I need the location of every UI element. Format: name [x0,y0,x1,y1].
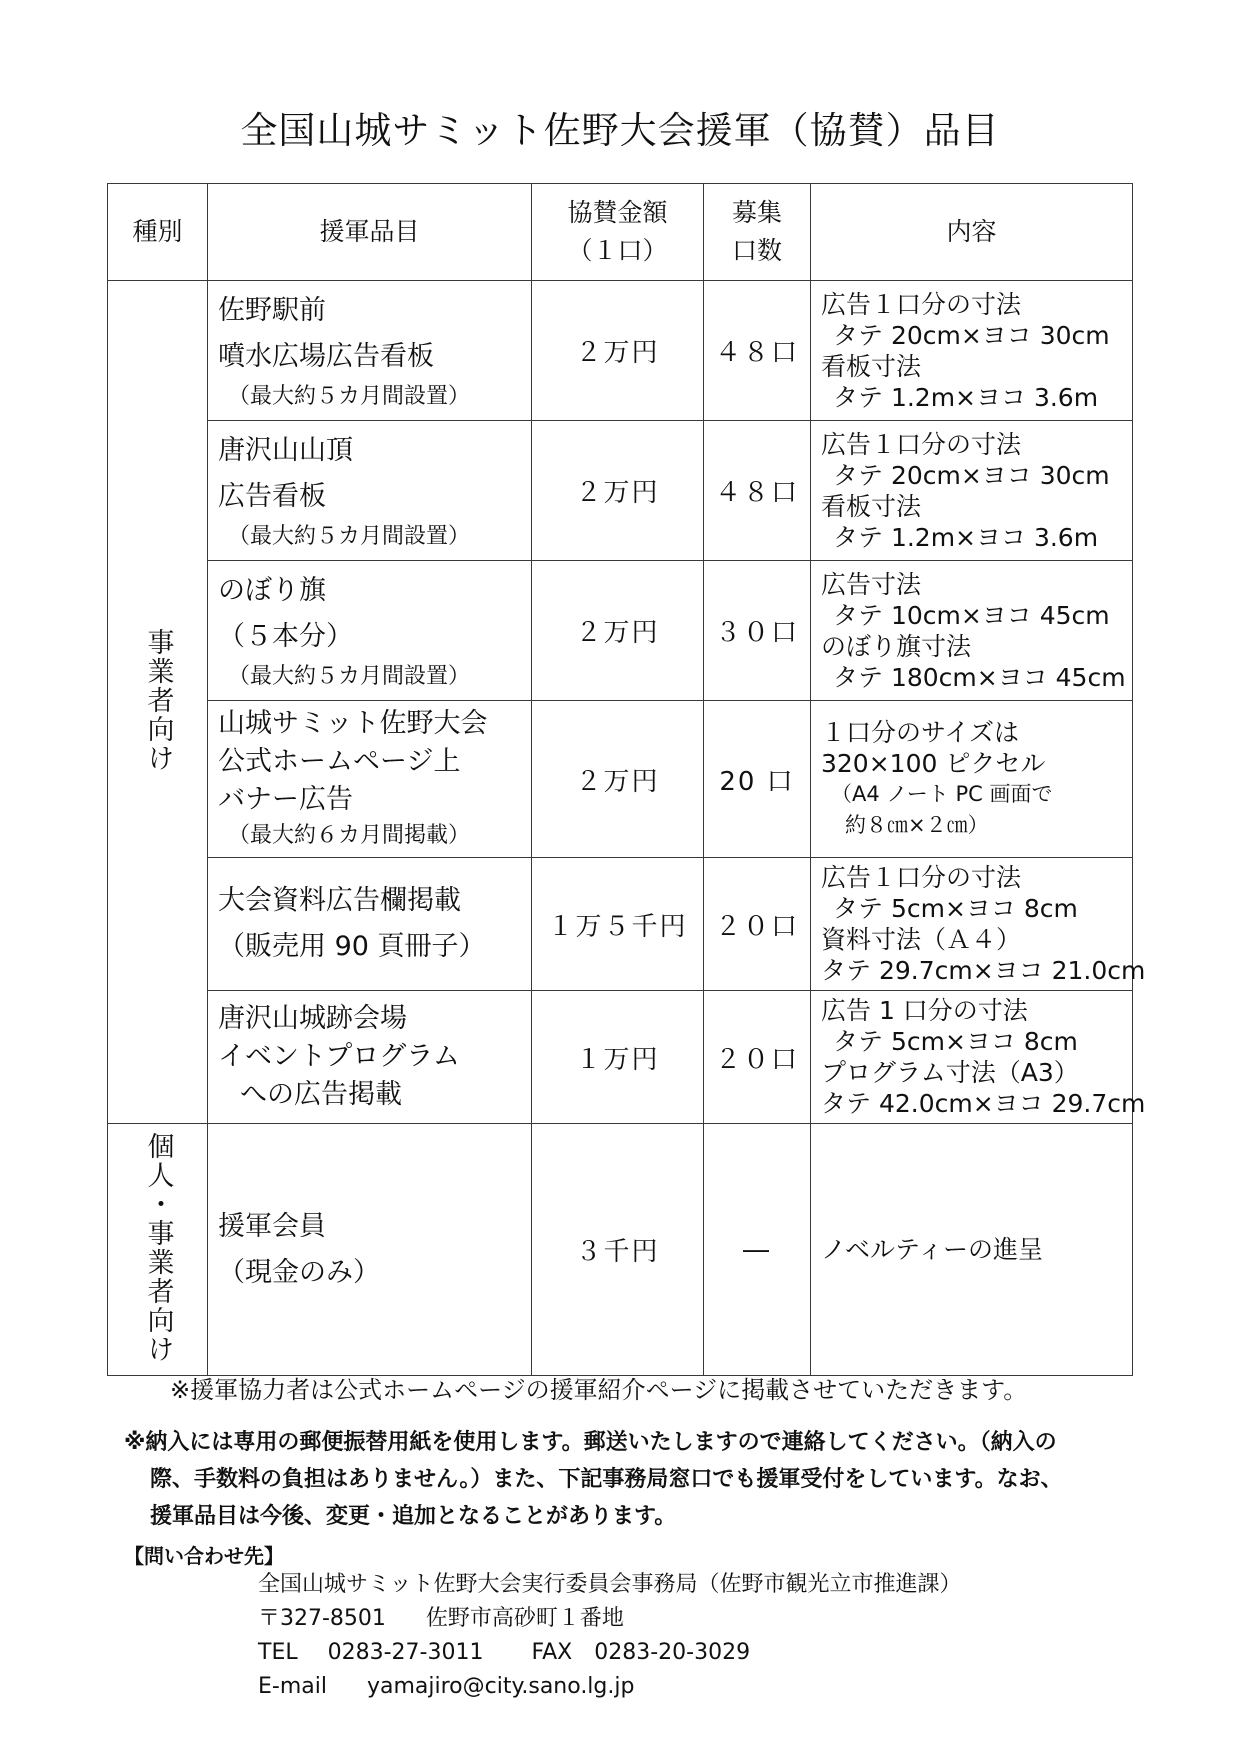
slots-cell: ２０口 [704,991,811,1124]
header-details: 内容 [811,184,1133,281]
slots-cell: 20 口 [704,701,811,858]
amount-cell: ２万円 [532,701,704,858]
item-cell: 援軍会員 （現金のみ） [208,1124,532,1376]
item-cell: 大会資料広告欄掲載 （販売用 90 頁冊子） [208,858,532,991]
table-row [108,1124,1133,1376]
table-row [108,561,1133,701]
item-cell: のぼり旗 （５本分） （最大約５カ月間設置） [208,561,532,701]
page-title: 全国山城サミット佐野大会援軍（協賛）品目 [240,109,1000,152]
contact-email-line: E-mail yamajiro@city.sano.lg.jp [258,1674,635,1699]
contact-block [258,1568,962,1704]
table-header-row [108,184,1133,281]
fax-number: 0283-20-3029 [594,1640,751,1665]
details-cell: 広告寸法 タテ 10cm×ヨコ 45cm のぼり旗寸法 タテ 180cm×ヨコ 45cm [811,561,1133,701]
slots-cell: ２０口 [704,858,811,991]
table-row [108,858,1133,991]
header-category: 種別 [108,184,208,281]
amount-cell: １万５千円 [532,858,704,991]
table-row [108,701,1133,858]
contact-address-line [258,1602,962,1636]
amount-cell: １万円 [532,991,704,1124]
details-cell: 広告１口分の寸法 タテ 20cm×ヨコ 30cm 看板寸法 タテ 1.2m×ヨコ 3.6m [811,281,1133,421]
tel-number: 0283-27-3011 [327,1640,484,1665]
details-cell: 広告１口分の寸法 タテ 20cm×ヨコ 30cm 看板寸法 タテ 1.2m×ヨコ 3.6m [811,421,1133,561]
item-cell: 唐沢山城跡会場 イベントプログラム への広告掲載 [208,991,532,1124]
details-cell: ノベルティーの進呈 [811,1124,1133,1376]
contact-heading: 【問い合わせ先】 [124,1544,284,1568]
item-cell: 佐野駅前 噴水広場広告看板 （最大約５カ月間設置） [208,281,532,421]
postal-code: 〒327-8501 [258,1606,386,1631]
amount-cell: ２万円 [532,561,704,701]
details-cell: 広告１口分の寸法 タテ 5cm×ヨコ 8cm 資料寸法（Ａ４） タテ 29.7cm×ヨコ 21.0cm [811,858,1133,991]
amount-cell: ２万円 [532,421,704,561]
category-business: 事業者向け [108,281,208,1124]
slots-cell: ４８口 [704,281,811,421]
details-cell: １口分のサイズは 320×100 ピクセル （A4 ノート PC 画面で 約８㎝×２㎝） [811,701,1133,858]
listing-note: ※援軍協力者は公式ホームページの援軍紹介ページに掲載させていただきます。 [170,1376,1028,1404]
header-amount: 協賛金額 （１口） [532,184,704,281]
amount-cell: ２万円 [532,281,704,421]
item-cell: 唐沢山山頂 広告看板 （最大約５カ月間設置） [208,421,532,561]
table-row [108,421,1133,561]
contact-office: 全国山城サミット佐野大会実行委員会事務局（佐野市観光立市推進課） [258,1572,962,1597]
sponsorship-table [107,183,1146,1376]
slots-cell: ３０口 [704,561,811,701]
header-item: 援軍品目 [208,184,532,281]
address: 佐野市高砂町１番地 [425,1606,624,1631]
details-cell: 広告 1 口分の寸法 タテ 5cm×ヨコ 8cm プログラム寸法（A3） タテ 42.0cm×ヨコ 29.7cm [811,991,1133,1124]
table-row [108,281,1133,421]
item-cell: 山城サミット佐野大会 公式ホームページ上 バナー広告 （最大約６カ月間掲載） [208,701,532,858]
table-row [108,991,1133,1124]
payment-note: ※納入には専用の郵便振替用紙を使用します。郵送いたしますので連絡してください。（納入の 際、手数料の負担はありません。）また、下記事務局窓口でも援軍受付をしています。なお、 援軍品目は今後、変更・追加となることがあります。 [124,1430,1063,1529]
amount-cell: ３千円 [532,1124,704,1376]
header-slots: 募集 口数 [704,184,811,281]
slots-cell: ４８口 [704,421,811,561]
slots-cell: ― [704,1124,811,1376]
contact-phone-line: TEL 0283-27-3011 FAX 0283-20-3029 [258,1640,751,1665]
category-individual: 個人・事業者向け [108,1124,208,1376]
email-link[interactable]: yamajiro@city.sano.lg.jp [366,1674,635,1699]
